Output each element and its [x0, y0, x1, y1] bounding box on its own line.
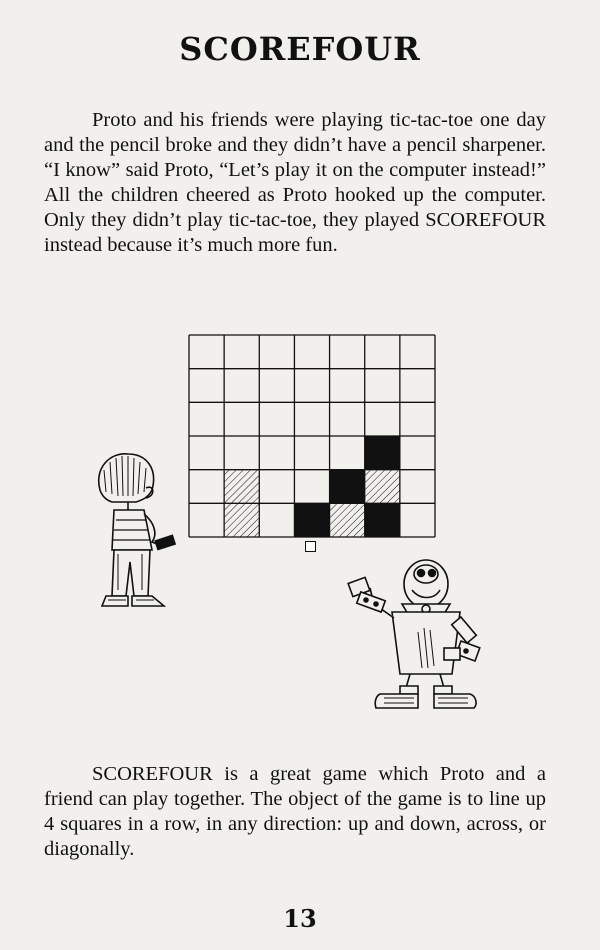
black-piece	[294, 503, 329, 537]
proto-robot-illustration	[340, 548, 490, 718]
black-piece	[330, 470, 365, 504]
column-cursor-icon	[305, 541, 316, 552]
hatched-piece	[224, 470, 259, 504]
page-number: 13	[283, 904, 317, 933]
intro-paragraph: Proto and his friends were playing tic-tac-toe one day and the pencil broke and they didn’t have a pencil sharpener. “I know” said Proto, “Let’s play it on the computer instead!” All the children cheered as Proto hooked up the computer. Only they didn’t play tic-tac-toe, they played SCOREFOUR instead because it’s much more fun.	[44, 109, 546, 256]
hatched-piece	[224, 503, 259, 537]
rules-paragraph: SCOREFOUR is a great game which Proto and a friend can play together. The object of the game is to line up 4 squares in a row, in any direction: up and down, across, or diagonally.	[44, 763, 546, 860]
page-title: SCOREFOUR	[179, 30, 421, 68]
child-illustration	[88, 450, 178, 620]
hatched-piece	[330, 503, 365, 537]
black-piece	[365, 503, 400, 537]
black-piece	[365, 436, 400, 470]
scorefour-board	[188, 334, 436, 538]
hatched-piece	[365, 470, 400, 504]
game-board-illustration	[188, 334, 436, 542]
